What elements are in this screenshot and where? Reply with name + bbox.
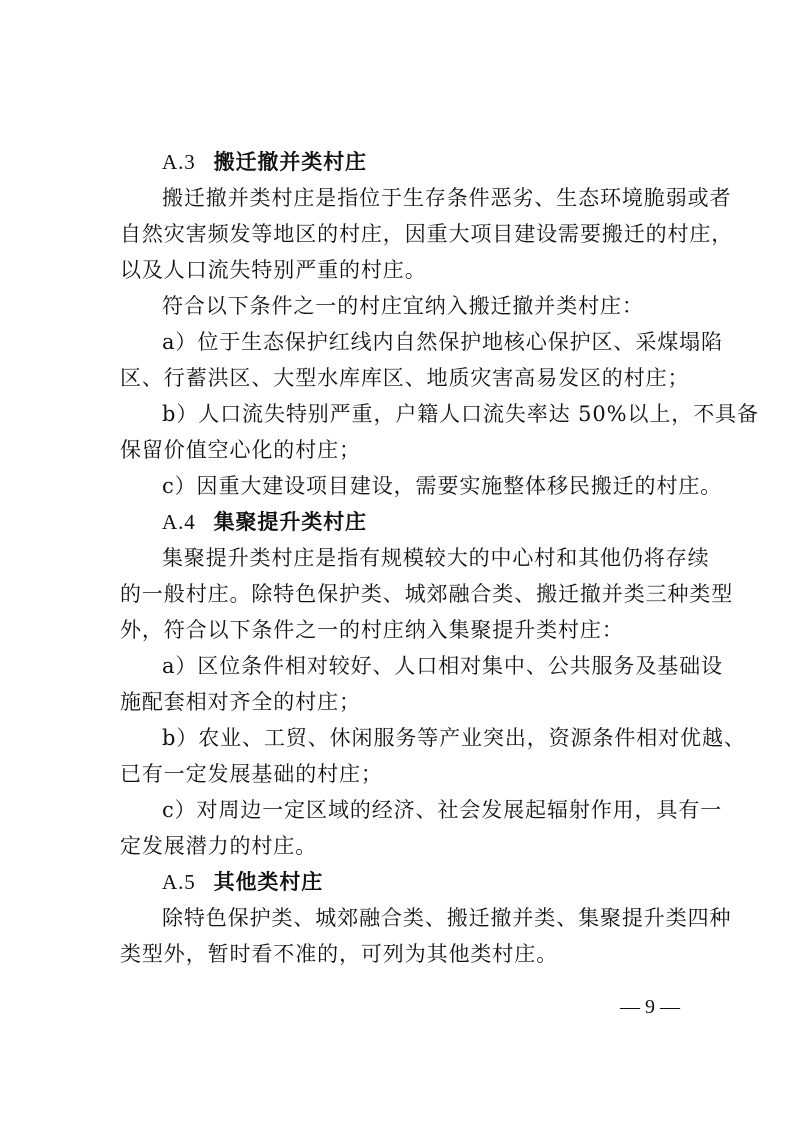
list-item-line: b）农业、工贸、休闲服务等产业突出，资源条件相对优越、 [162, 726, 746, 750]
list-item-line: 区、行蓄洪区、大型水库库区、地质灾害高易发区的村庄； [120, 366, 690, 390]
paragraph-line: 类型外，暂时看不准的，可列为其他类村庄。 [120, 942, 558, 966]
section-heading-a4 [162, 504, 712, 540]
section-number: A.4 [162, 510, 196, 534]
paragraph-line: 以及人口流失特别严重的村庄。 [120, 258, 427, 282]
paragraph-line: 集聚提升类村庄是指有规模较大的中心村和其他仍将存续 [162, 546, 710, 570]
list-item-line: 已有一定发展基础的村庄； [120, 762, 383, 786]
paragraph-line: 搬迁撤并类村庄是指位于生存条件恶劣、生态环境脆弱或者 [162, 186, 732, 210]
list-item-line: c）因重大建设项目建设，需要实施整体移民搬迁的村庄。 [162, 474, 723, 498]
list-item-line: 施配套相对齐全的村庄； [120, 690, 361, 714]
section-title: 其他类村庄 [213, 870, 324, 894]
paragraph-line: 自然灾害频发等地区的村庄，因重大项目建设需要搬迁的村庄， [120, 222, 734, 246]
section-heading-a5 [162, 864, 712, 900]
page-number: — 9 — [620, 996, 680, 1018]
list-item-line: a）区位条件相对较好、人口相对集中、公共服务及基础设 [162, 654, 723, 678]
section-number: A.5 [162, 870, 196, 894]
paragraph-line: 除特色保护类、城郊融合类、搬迁撤并类、集聚提升类四种 [162, 906, 732, 930]
section-heading-a3 [162, 144, 712, 180]
section-title: 集聚提升类村庄 [213, 510, 367, 534]
list-item-line: 保留价值空心化的村庄； [120, 438, 361, 462]
list-item-line: 定发展潜力的村庄。 [120, 834, 318, 858]
list-item-line: b）人口流失特别严重，户籍人口流失率达 50%以上，不具备 [162, 402, 759, 426]
section-number: A.3 [162, 150, 196, 174]
list-item-line: c）对周边一定区域的经济、社会发展起辐射作用，具有一 [162, 798, 723, 822]
paragraph-line: 符合以下条件之一的村庄宜纳入搬迁撤并类村庄： [162, 294, 644, 318]
section-title: 搬迁撤并类村庄 [213, 150, 367, 174]
list-item-line: a）位于生态保护红线内自然保护地核心保护区、采煤塌陷 [162, 330, 723, 354]
paragraph-line: 的一般村庄。除特色保护类、城郊融合类、搬迁撤并类三种类型 [120, 582, 734, 606]
paragraph-line: 外，符合以下条件之一的村庄纳入集聚提升类村庄： [120, 618, 624, 642]
